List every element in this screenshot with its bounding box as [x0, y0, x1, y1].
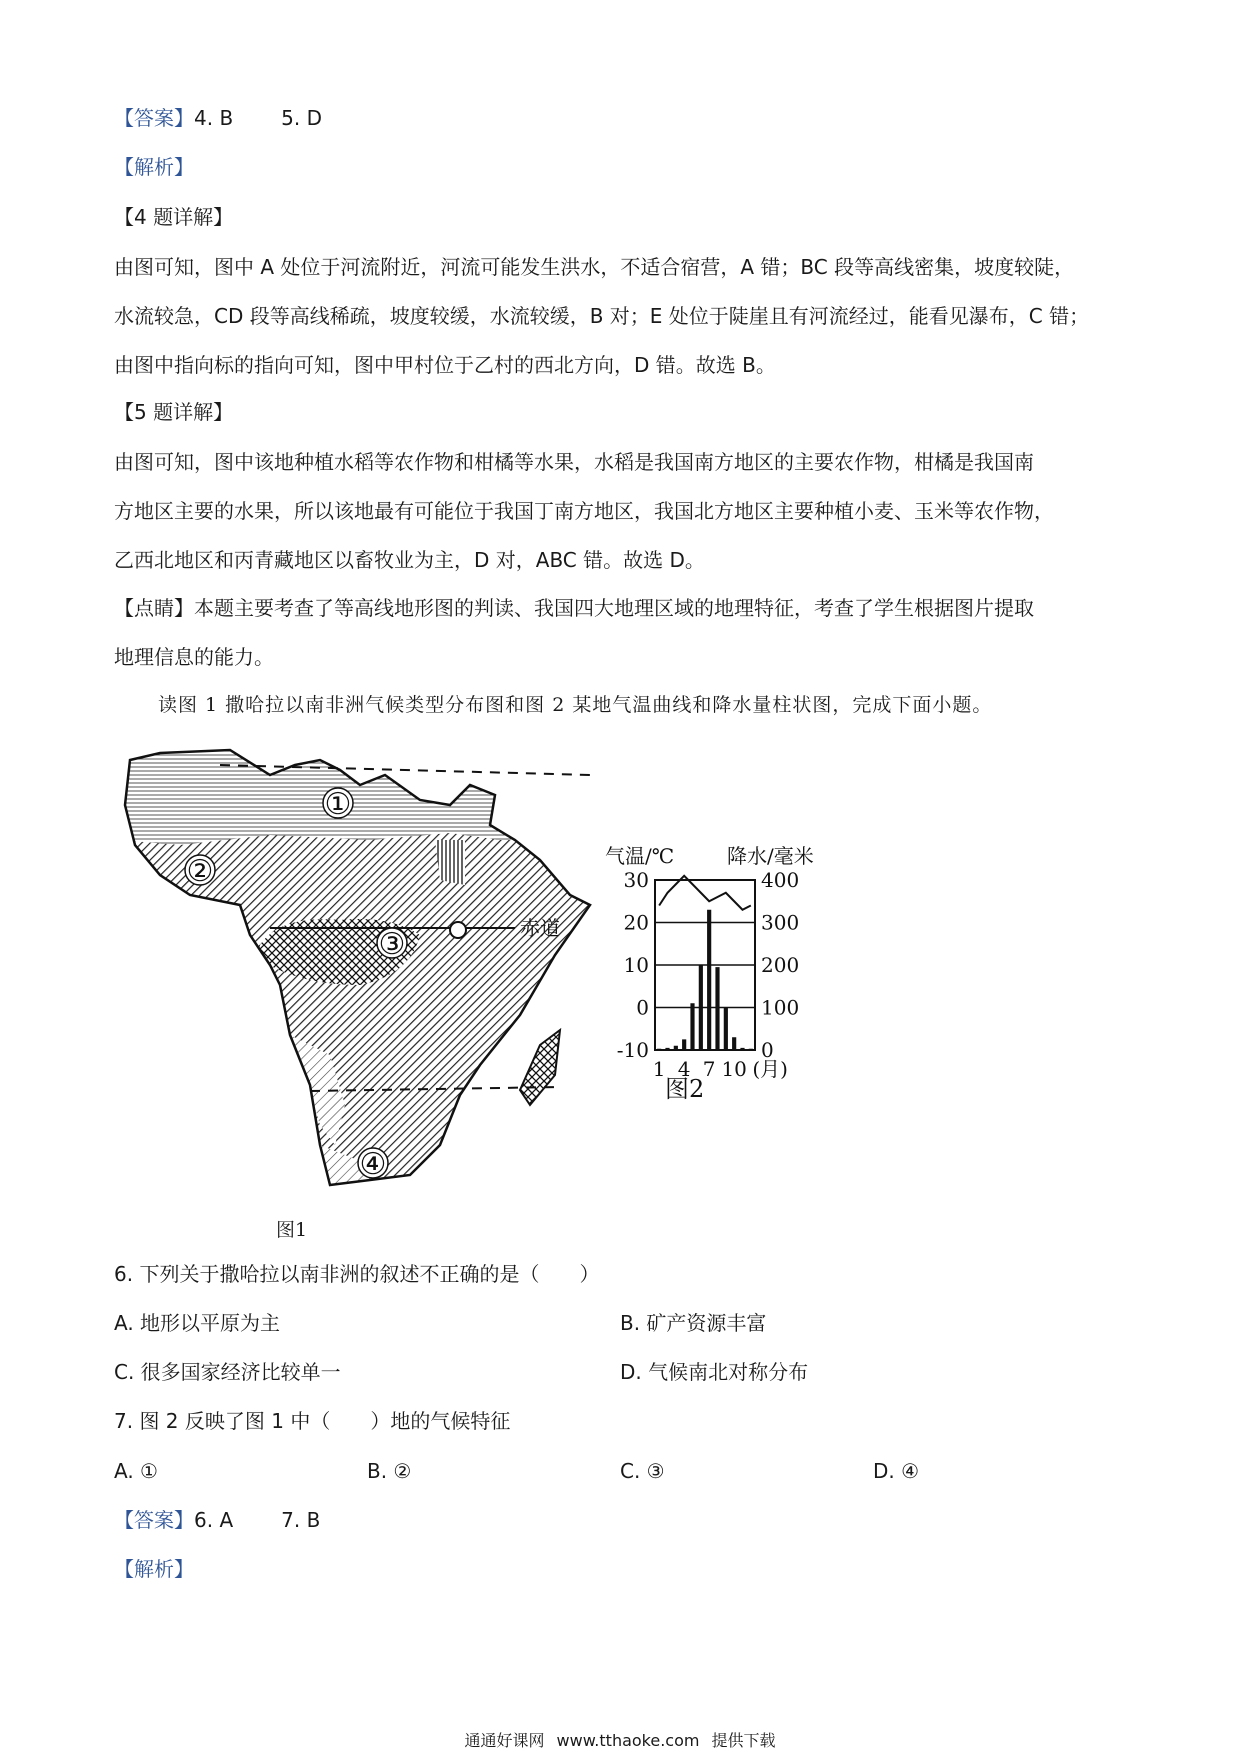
chart-precip-bar — [674, 1046, 678, 1050]
chart-left-tick-label: -10 — [616, 1038, 649, 1062]
chart-right-tick-label: 200 — [761, 953, 800, 977]
q5-heading: 【5 题详解】 — [114, 400, 234, 424]
chart-precip-bar — [657, 1049, 661, 1050]
answer-6: 6. A — [194, 1508, 234, 1532]
africa-climate-map — [120, 745, 600, 1190]
chart-precip-bar — [749, 1049, 753, 1050]
chart-precip-bar — [724, 1008, 728, 1051]
footer-suffix: 提供下载 — [711, 1731, 776, 1750]
chart-left-tick-label: 10 — [623, 953, 649, 977]
chart-precip-bar — [740, 1048, 744, 1050]
analysis-label-2: 【解析】 — [114, 1557, 194, 1581]
q5-explanation — [114, 438, 1130, 585]
q4-line-3: 由图中指向标的指向可知，图中甲村位于乙村的西北方向，D 错。故选 B。 — [114, 353, 776, 377]
q4-line-2: 水流较急，CD 段等高线稀疏，坡度较缓，水流较缓，B 对；E 处位于陡崖且有河流经过，能看见瀑布，C 错； — [114, 304, 1090, 328]
chart-precip-bar — [715, 967, 719, 1050]
chart-x-tick-label: 10 — [721, 1057, 747, 1081]
chart-right-tick-label: 100 — [761, 995, 800, 1020]
lake-marker — [450, 922, 466, 938]
chart-x-tick-label: 4 — [677, 1057, 691, 1081]
chart-precip-bar — [707, 910, 711, 1050]
chart-right-tick-label: 0 — [761, 1038, 774, 1062]
chart-caption: 图2 — [665, 1075, 705, 1100]
region-label-2: ② — [186, 854, 214, 889]
q6-option-d[interactable]: D. 气候南北对称分布 — [620, 1360, 809, 1384]
q5-line-3: 乙西北地区和丙青藏地区以畜牧业为主，D 对，ABC 错。故选 D。 — [114, 548, 705, 572]
q6-stem: 6. 下列关于撒哈拉以南非洲的叙述不正确的是（ ） — [114, 1262, 600, 1286]
chart-precip-bar — [682, 1039, 686, 1050]
footer-url[interactable]: www.tthaoke.com — [556, 1731, 700, 1750]
equator-label: 赤道 — [520, 916, 560, 940]
q6-option-b[interactable]: B. 矿产资源丰富 — [620, 1311, 767, 1335]
answer-7: 7. B — [281, 1508, 321, 1532]
region-label-3: ③ — [378, 927, 406, 962]
chart-precip-bar — [665, 1048, 669, 1050]
analysis-label-1: 【解析】 — [114, 155, 194, 179]
region-label-4: ④ — [359, 1147, 387, 1182]
madagascar-island — [520, 1030, 560, 1105]
region-label-1: ① — [324, 787, 352, 822]
answer-5: 5. D — [281, 106, 323, 130]
chart-xlabel: (月) — [752, 1057, 788, 1081]
q5-line-1: 由图可知，图中该地种植水稻等农作物和柑橘等水果，水稻是我国南方地区的主要农作物，柑橘是我国南 — [114, 450, 1034, 474]
chart-precip-bar — [690, 1003, 694, 1050]
figure-intro: 读图 1 撒哈拉以南非洲气候类型分布图和图 2 某地气温曲线和降水量柱状图，完成下面小题。 — [158, 694, 993, 716]
footer-site-name: 通通好课网 — [464, 1731, 545, 1750]
chart-right-tick-label: 400 — [761, 868, 800, 892]
q6-option-c[interactable]: C. 很多国家经济比较单一 — [114, 1360, 341, 1384]
chart-left-tick-label: 20 — [623, 910, 649, 935]
q4-heading: 【4 题详解】 — [114, 205, 234, 229]
chart-ylabel-right: 降水/毫米 — [727, 844, 814, 868]
q7-option-b[interactable]: B. ② — [367, 1459, 412, 1483]
chart-x-tick-label: 7 — [702, 1057, 716, 1081]
q5-line-2: 方地区主要的水果，所以该地最有可能位于我国丁南方地区，我国北方地区主要种植小麦、玉米等农作物， — [114, 499, 1054, 523]
q4-line-1: 由图可知，图中 A 处位于河流附近，河流可能发生洪水，不适合宿营，A 错；BC 段等高线密集，坡度较陡， — [114, 255, 1075, 279]
chart-right-tick-label: 300 — [761, 910, 800, 935]
q7-option-c[interactable]: C. ③ — [620, 1459, 665, 1483]
chart-left-tick-label: 30 — [623, 868, 649, 892]
q6-option-a[interactable]: A. 地形以平原为主 — [114, 1311, 281, 1335]
answer-line-1 — [114, 104, 322, 132]
climate-chart — [605, 835, 865, 1100]
chart-left-tick-label: 0 — [636, 995, 649, 1020]
map-regions — [120, 745, 600, 1190]
comment-line-2: 地理信息的能力。 — [114, 645, 274, 669]
q7-option-d[interactable]: D. ④ — [873, 1459, 920, 1483]
answer-label: 【答案】 — [114, 106, 194, 130]
answer-label-2: 【答案】 — [114, 1508, 194, 1532]
chart-precip-bar — [732, 1037, 736, 1050]
figure1-caption: 图1 — [276, 1219, 308, 1241]
comment-line-1: 【点睛】本题主要考查了等高线地形图的判读、我国四大地理区域的地理特征，考查了学生根据图片提取 — [114, 596, 1034, 620]
q4-explanation — [114, 243, 1130, 390]
page-footer — [0, 1728, 1240, 1751]
chart-precip-bar — [699, 965, 703, 1050]
q7-option-a[interactable]: A. ① — [114, 1459, 158, 1483]
q7-stem: 7. 图 2 反映了图 1 中（ ）地的气候特征 — [114, 1409, 511, 1433]
comment-block — [114, 584, 1130, 682]
answer-4: 4. B — [194, 106, 234, 130]
chart-x-tick-label: 1 — [652, 1057, 666, 1081]
chart-ylabel-left: 气温/℃ — [605, 844, 675, 868]
answer-line-2 — [114, 1506, 320, 1534]
